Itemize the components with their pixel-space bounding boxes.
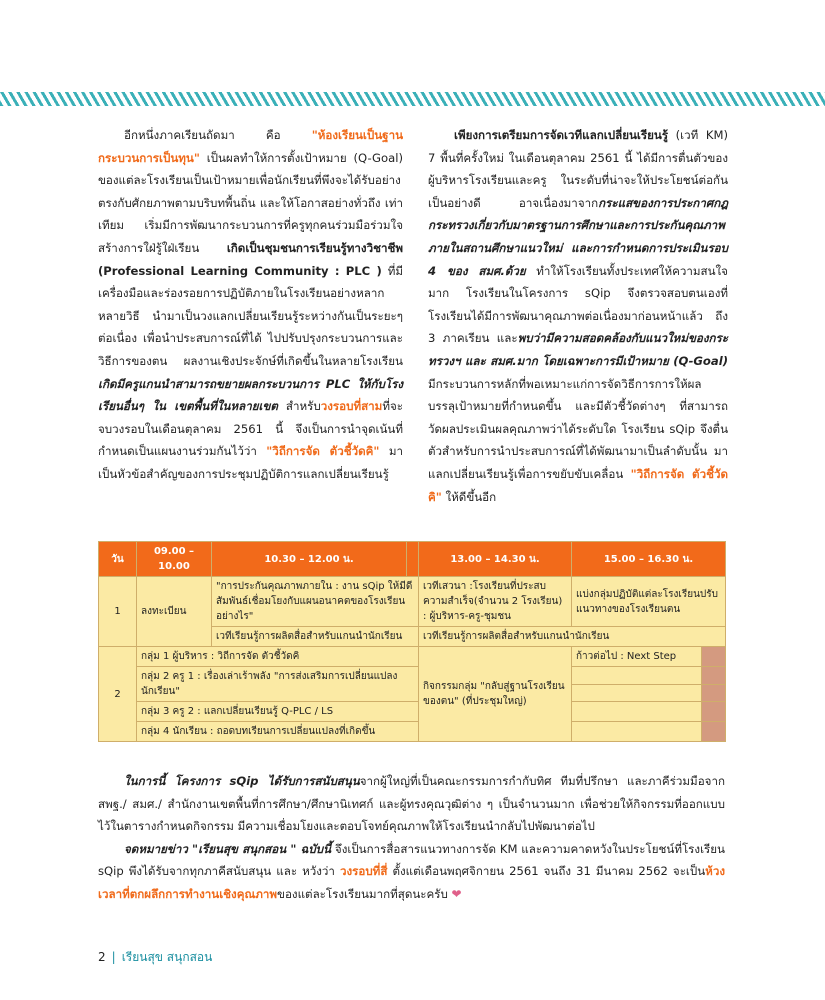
decorative-stripe (0, 92, 825, 106)
table-cell: ก้าวต่อไป : Next Step (572, 647, 702, 667)
bold-text: เกิดเป็นชุมชนการเรียนรู้ทางวิชาชีพ (Professional Learning Community : PLC ) (98, 240, 403, 278)
header-slot-1: 09.00 – 10.00 (137, 542, 212, 577)
header-slot-3: 13.00 – 14.30 น. (419, 542, 572, 577)
text: เป็นผลทำให้การตั้งเป้าหมาย (Q-Goal) ของแต่ละโรงเรียนเป็นเป้าหมายเพื่อนักเรียนที่พึงจะได้รับอย่างตรงกับศักยภาพตามบริบทพื้นถิ่น และให้โอกาสอย่างทั่วถึง เท่าเทียม เริ่มมีการพัฒนากระบวนการที่ครูทุกคนร่วมมือร่วมใจสร้างการใฝ่รู้ใฝ่เรียน (98, 150, 403, 255)
bold-text: เพียงการเตรียมการจัดเวทีแลกเปลี่ยนเรียนรู้ (454, 128, 669, 142)
table-cell: กลุ่ม 2 ครู 1 : เรื่องเล่าเร้าพลัง "การส่งเสริมการเปลี่ยนแปลงนักเรียน" (137, 667, 419, 702)
left-paragraph (98, 124, 403, 486)
table-cell: กลุ่ม 4 นักเรียน : ถอดบทเรียนการเปลี่ยนแปลงที่เกิดขึ้น (137, 722, 419, 742)
bold-italic-text: จดหมายข่าว "เรียนสุข สนุกสอน " ฉบับนี้ (124, 841, 332, 856)
table-cell: กิจกรรมกลุ่ม "กลับสู่ฐานโรงเรียนของตน" (ที่ประชุมใหญ่) (419, 647, 572, 742)
highlight-text: วงรอบที่สี่ (339, 864, 388, 879)
highlight-text: "วิถีการจัด ตัวชี้วัดคิ" (428, 466, 729, 504)
text: จากผู้ใหญ่ที่เป็นคณะกรรมการกำกับทิศ ทีมที่ปรึกษา และภาคีร่วมมือจาก สพฐ./ สมศ./ สำนักงานเขตพื้นที่การศึกษา/ศึกษานิเทศก์ และผู้ทรงคุณวุฒิต่าง ๆ เป็นจำนวนมาก เพื่อช่วยให้กิจกรรมที่ออกแบบไว้ในตารางกำหนดกิจกรรม มีความเชื่อมโยงและตอบโจทย์คุณภาพให้โรงเรียนนำกลับไปพัฒนาต่อไป (98, 774, 725, 834)
heart-sticker-icon: ❤ (451, 886, 462, 901)
text: มีกระบวนการหลักที่พอเหมาะแก่การจัดวิธีการการให้ผลบรรลุเป้าหมายที่กำหนดขึ้น และมีตัวชี้วัดต่างๆ ที่สามารถวัดผลประเมินผลคุณภาพว่าได้ระดับใด โรงเรียน sQip จึงตื่นตัวสำหรับการนำประสบการณ์ที่ได้พัฒนามาเป็นลำดับนั้น มาแลกเปลี่ยนเรียนรู้เพื่อการขยับขับเคลื่อน (428, 376, 728, 481)
schedule-header-row (99, 542, 726, 577)
highlight-text: "วิถีการจัด ตัวชี้วัดคิ" (266, 444, 380, 459)
table-row (99, 647, 726, 667)
header-gap (407, 542, 419, 577)
table-cell: กลุ่ม 1 ผู้บริหาร : วิถีการจัด ตัวชี้วัดคิ (137, 647, 419, 667)
highlight-text: "ห้องเรียนเป็นฐาน กระบวนการเป็นทุน" (98, 128, 403, 165)
highlight-text: ห้วงเวลาที่ตกผลึกการทำงานเชิงคุณภาพ (98, 864, 725, 901)
bottom-paragraph-2 (98, 838, 725, 906)
color-swatch (702, 722, 726, 742)
highlight-text: วงรอบที่สาม (320, 399, 383, 414)
table-cell: "การประกันคุณภาพภายใน : งาน sQip ให้มีดีสัมพันธ์เชื่อมโยงกับแผนอนาคตของโรงเรียนอย่างไร" (212, 577, 419, 627)
text: (เวที KM) 7 พื้นที่ครั้งใหม่ ในเดือนตุลาคม 2561 นี้ ได้มีการตื่นตัวของผู้บริหารโรงเรียนและครู ในระดับที่น่าจะให้ประโยชน์ต่อกันเป็นอย่างดี อาจเนื่องมาจาก (428, 128, 728, 210)
text: ของแต่ละโรงเรียนมากที่สุดนะครับ (277, 886, 448, 901)
text: ที่มีเครื่องมือและร่องรอยการปฏิบัติภายในโรงเรียนอย่างหลากหลายวิธี นำมาเป็นวงแลกเปลี่ยนเรียนรู้ระหว่างกันเป็นระยะๆ ต่อเนื่อง เพื่อนำประสบการณ์ที่ได้ ไปปรับปรุงกระบวนการและวิธีการของตน ผลงานเชิงประจักษ์ที่เกิดขึ้นในหลายโรงเรียน (98, 263, 403, 368)
text: ตั้งแต่เดือนพฤศจิกายน 2561 จนถึง 31 มีนาคม 2562 จะเป็น (387, 864, 706, 879)
table-cell (572, 667, 702, 685)
header-slot-4: 15.00 – 16.30 น. (572, 542, 726, 577)
bottom-paragraph-1 (98, 770, 725, 838)
table-cell: เวทีเรียนรู้การผลิตสื่อสำหรับแกนนำนักเรียน (212, 627, 419, 647)
bold-italic-text: เกิดมีครูแกนนำสามารถขยายผลกระบวนการ PLC ให้กับโรงเรียนอื่นๆ ใน เขตพื้นที่ในหลายเขต (98, 376, 403, 414)
table-row (99, 702, 726, 722)
color-swatch (702, 647, 726, 667)
bottom-section (98, 770, 725, 906)
text: ทำให้โรงเรียนทั้งประเทศให้ความสนใจ มาก โรงเรียนในโครงการ sQip จึงตรวจสอบตนเองที่โรงเรียนได้มีการพัฒนาคุณภาพต่อเนื่องมาก่อนหน้าแล้ว ถึง 3 ภาคเรียน และ (428, 263, 728, 346)
color-swatch (702, 667, 726, 685)
color-swatch (702, 684, 726, 702)
table-cell: แบ่งกลุ่มปฏิบัติแต่ละโรงเรียนปรับแนวทางของโรงเรียนตน (572, 577, 726, 627)
table-cell (572, 702, 702, 722)
bold-italic-text: ในการนี้ โครงการ sQip ได้รับการสนับสนุน (124, 774, 360, 788)
color-swatch (702, 702, 726, 722)
text: ให้ดีขึ้นอีก (441, 489, 497, 504)
table-row (99, 722, 726, 742)
header-day: วัน (99, 542, 137, 577)
newsletter-title: เรียนสุข สนุกสอน (121, 950, 213, 964)
day-cell: 2 (99, 647, 137, 742)
footer-divider: | (111, 950, 116, 964)
bold-italic-text: กระแสของการประกาศกฎกระทรวงเกี่ยวกับมาตรฐานการศึกษาและการประกันคุณภาพภายในสถานศึกษาแนวใหม่ และการกำหนดการประเมินรอบ 4 ของ สมศ.ด้วย (428, 195, 728, 278)
text: จึงเป็นการสื่อสารแนวทางการจัด KM และความคาดหวังในประโยชน์ที่โรงเรียน sQip พึงได้รับจากทุกภาคีสนับสนุน และ หวังว่า (98, 841, 725, 879)
table-row (99, 577, 726, 627)
text: มาเป็นหัวข้อสำคัญของการประชุมปฏิบัติการแลกเปลี่ยนเรียนรู้ (98, 444, 403, 481)
schedule-table (98, 541, 726, 742)
header-slot-2: 10.30 – 12.00 น. (212, 542, 407, 577)
table-cell: เวทีเสวนา :โรงเรียนที่ประสบความสำเร็จ(จำนวน 2 โรงเรียน) : ผู้บริหาร-ครู-ชุมชน (419, 577, 572, 627)
page-number: 2 (98, 950, 106, 964)
table-cell (572, 722, 702, 742)
page-footer (98, 948, 212, 967)
table-cell: เวทีเรียนรู้การผลิตสื่อสำหรับแกนนำนักเรียน (419, 627, 726, 647)
right-column (428, 124, 728, 508)
left-column (98, 124, 403, 486)
table-cell: ลงทะเบียน (137, 577, 212, 647)
table-cell (572, 684, 702, 702)
bold-italic-text: พบว่ามีความสอดคล้องกับแนวใหม่ของกระทรวงฯ และ สมศ.มาก โดยเฉพาะการมีเป้าหมาย (Q-Goal) (428, 331, 728, 368)
text: อีกหนึ่งภาคเรียนถัดมา คือ (124, 128, 312, 142)
table-row (99, 667, 726, 685)
right-paragraph (428, 124, 728, 508)
text: ที่จะจบวงรอบในเดือนตุลาคม 2561 นี้ จึงเป็นการนำจุดเน้นที่กำหนดเป็นแผนงานร่วมกันไว้ว่า (98, 399, 403, 459)
day-cell: 1 (99, 577, 137, 647)
text: สำหรับ (277, 399, 321, 414)
table-cell: กลุ่ม 3 ครู 2 : แลกเปลี่ยนเรียนรู้ Q-PLC / LS (137, 702, 419, 722)
